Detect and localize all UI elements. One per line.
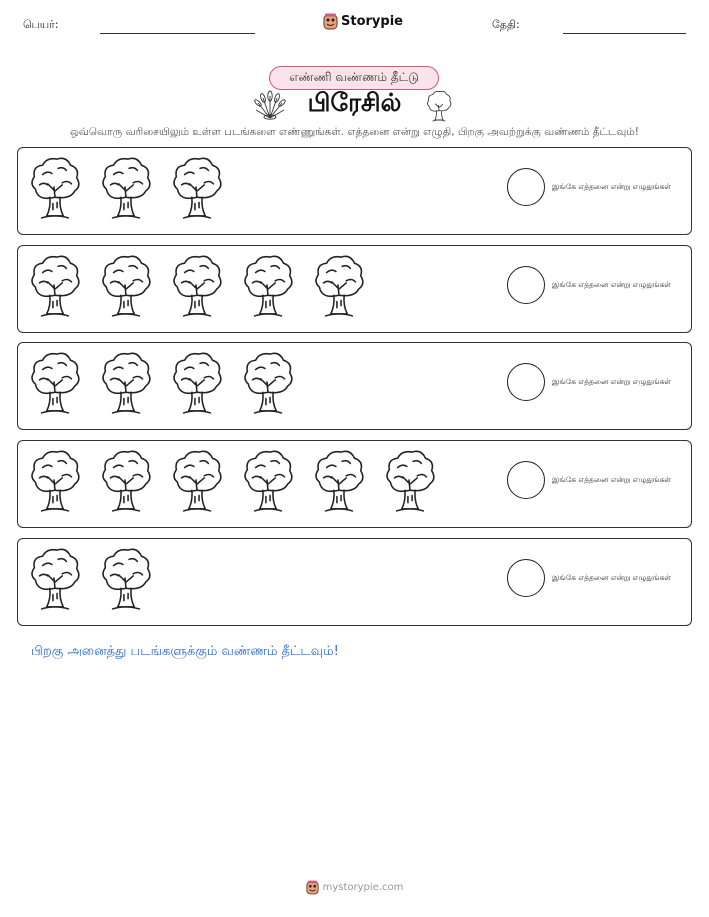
- tree-icon[interactable]: [241, 254, 295, 322]
- tree-icon[interactable]: [383, 449, 437, 517]
- answer-hint: இங்கே எத்தனை என்று எழுதுங்கள்: [552, 280, 672, 289]
- tree-icon[interactable]: [99, 449, 153, 517]
- count-row-5: [17, 538, 692, 626]
- tree-icon[interactable]: [28, 547, 82, 615]
- count-row-2: [17, 245, 692, 333]
- answer-hint: இங்கே எத்தனை என்று எழுதுங்கள்: [552, 182, 672, 191]
- tree-icon[interactable]: [312, 254, 366, 322]
- tree-icon[interactable]: [99, 547, 153, 615]
- tree-group: [28, 547, 153, 615]
- name-label: பெயர்:: [23, 18, 59, 31]
- brand-logo: [323, 13, 403, 30]
- answer-hint: இங்கே எத்தனை என்று எழுதுங்கள்: [552, 475, 672, 484]
- tree-icon[interactable]: [170, 254, 224, 322]
- answer-circle[interactable]: [507, 461, 545, 499]
- page-title: பிரேசில்: [307, 88, 402, 117]
- count-row-3: [17, 342, 692, 430]
- storypie-mascot-icon: [306, 880, 319, 895]
- answer-circle[interactable]: [507, 559, 545, 597]
- tree-icon[interactable]: [170, 351, 224, 419]
- footer-brand-url: mystorypie.com: [322, 882, 404, 893]
- tree-icon[interactable]: [312, 449, 366, 517]
- answer-circle[interactable]: [507, 168, 545, 206]
- tree-icon[interactable]: [28, 254, 82, 322]
- tree-icon[interactable]: [170, 449, 224, 517]
- tree-icon[interactable]: [99, 254, 153, 322]
- date-label: தேதி:: [492, 18, 520, 31]
- tree-icon[interactable]: [28, 351, 82, 419]
- answer-hint: இங்கே எத்தனை என்று எழுதுங்கள்: [552, 573, 672, 582]
- answer-hint: இங்கே எத்தனை என்று எழுதுங்கள்: [552, 377, 672, 386]
- answer-circle[interactable]: [507, 363, 545, 401]
- footer-brand: [0, 880, 709, 895]
- count-row-4: [17, 440, 692, 528]
- tree-icon[interactable]: [170, 156, 224, 224]
- tree-icon[interactable]: [28, 156, 82, 224]
- tree-group: [28, 351, 295, 419]
- tree-icon: [424, 90, 454, 122]
- tree-icon[interactable]: [241, 351, 295, 419]
- footer-instruction: பிறகு அனைத்து படங்களுக்கும் வண்ணம் தீட்டவும்!: [31, 644, 339, 659]
- tree-group: [28, 156, 224, 224]
- tree-icon[interactable]: [28, 449, 82, 517]
- activity-badge: எண்ணி வண்ணம் தீட்டு: [269, 66, 439, 90]
- tree-icon[interactable]: [241, 449, 295, 517]
- date-line[interactable]: [563, 33, 686, 34]
- storypie-mascot-icon: [323, 13, 338, 30]
- answer-circle[interactable]: [507, 266, 545, 304]
- name-line[interactable]: [100, 33, 255, 34]
- tree-icon[interactable]: [99, 156, 153, 224]
- instruction-text: ஒவ்வொரு வரிசையிலும் உள்ள படங்களை எண்ணுங்கள். எத்தனை என்று எழுதி, பிறகு அவற்றுக்கு வண்ணம் தீட்டவும்!: [70, 126, 639, 138]
- tree-icon[interactable]: [99, 351, 153, 419]
- tree-group: [28, 449, 437, 517]
- count-row-1: [17, 147, 692, 235]
- brand-name: Storypie: [341, 14, 403, 29]
- tree-group: [28, 254, 366, 322]
